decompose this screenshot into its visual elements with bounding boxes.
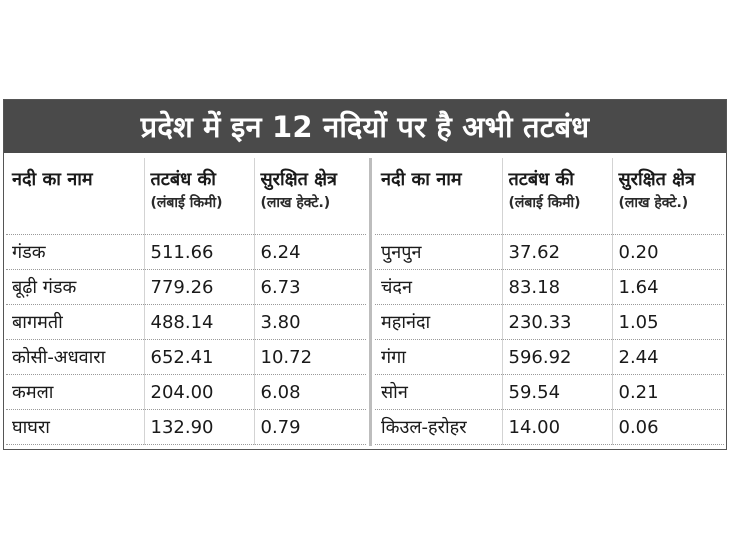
area-cell: 10.72 [254,340,366,375]
table-header-row [375,158,724,235]
river-name-cell: कोसी-अधवारा [6,340,144,375]
table-row [6,270,366,305]
length-cell: 59.54 [502,375,612,410]
table-row [6,410,366,445]
length-cell: 596.92 [502,340,612,375]
length-cell: 511.66 [144,235,254,270]
area-cell: 0.06 [612,410,724,445]
river-name-cell: घाघरा [6,410,144,445]
table-row [375,340,724,375]
area-cell: 0.20 [612,235,724,270]
river-name-cell: सोन [375,375,502,410]
table-row [6,235,366,270]
length-cell: 37.62 [502,235,612,270]
table-header-row [6,158,366,235]
table-row [375,410,724,445]
area-cell: 6.73 [254,270,366,305]
river-name-cell: कमला [6,375,144,410]
right-river-table [375,158,724,445]
river-name-cell: गंगा [375,340,502,375]
table-row [375,375,724,410]
area-cell: 0.79 [254,410,366,445]
header-protected-area: सुरक्षित क्षेत्र (लाख हेक्टे.) [254,158,366,235]
area-cell: 1.05 [612,305,724,340]
length-cell: 132.90 [144,410,254,445]
table-row [375,270,724,305]
right-table-body [375,235,724,445]
header-embankment-length: तटबंध की (लंबाई किमी) [502,158,612,235]
header-embankment-length: तटबंध की (लंबाई किमी) [144,158,254,235]
river-name-cell: बागमती [6,305,144,340]
river-name-cell: चंदन [375,270,502,305]
left-table-body [6,235,366,445]
river-name-cell: पुनपुन [375,235,502,270]
table-title: प्रदेश में इन 12 नदियों पर है अभी तटबंध [4,100,726,153]
length-cell: 83.18 [502,270,612,305]
header-river-name: नदी का नाम [375,158,502,235]
area-cell: 0.21 [612,375,724,410]
area-cell: 3.80 [254,305,366,340]
header-protected-area: सुरक्षित क्षेत्र (लाख हेक्टे.) [612,158,724,235]
length-cell: 204.00 [144,375,254,410]
length-cell: 652.41 [144,340,254,375]
embankment-table-card [3,99,727,450]
river-name-cell: बूढ़ी गंडक [6,270,144,305]
column-divider [369,158,372,446]
area-cell: 6.24 [254,235,366,270]
length-cell: 230.33 [502,305,612,340]
area-cell: 6.08 [254,375,366,410]
table-row [6,305,366,340]
table-row [6,375,366,410]
left-river-table [6,158,366,445]
header-river-name: नदी का नाम [6,158,144,235]
table-row [6,340,366,375]
table-row [375,305,724,340]
area-cell: 1.64 [612,270,724,305]
table-row [375,235,724,270]
river-name-cell: महानंदा [375,305,502,340]
length-cell: 14.00 [502,410,612,445]
length-cell: 779.26 [144,270,254,305]
river-name-cell: किउल-हरोहर [375,410,502,445]
length-cell: 488.14 [144,305,254,340]
area-cell: 2.44 [612,340,724,375]
river-name-cell: गंडक [6,235,144,270]
